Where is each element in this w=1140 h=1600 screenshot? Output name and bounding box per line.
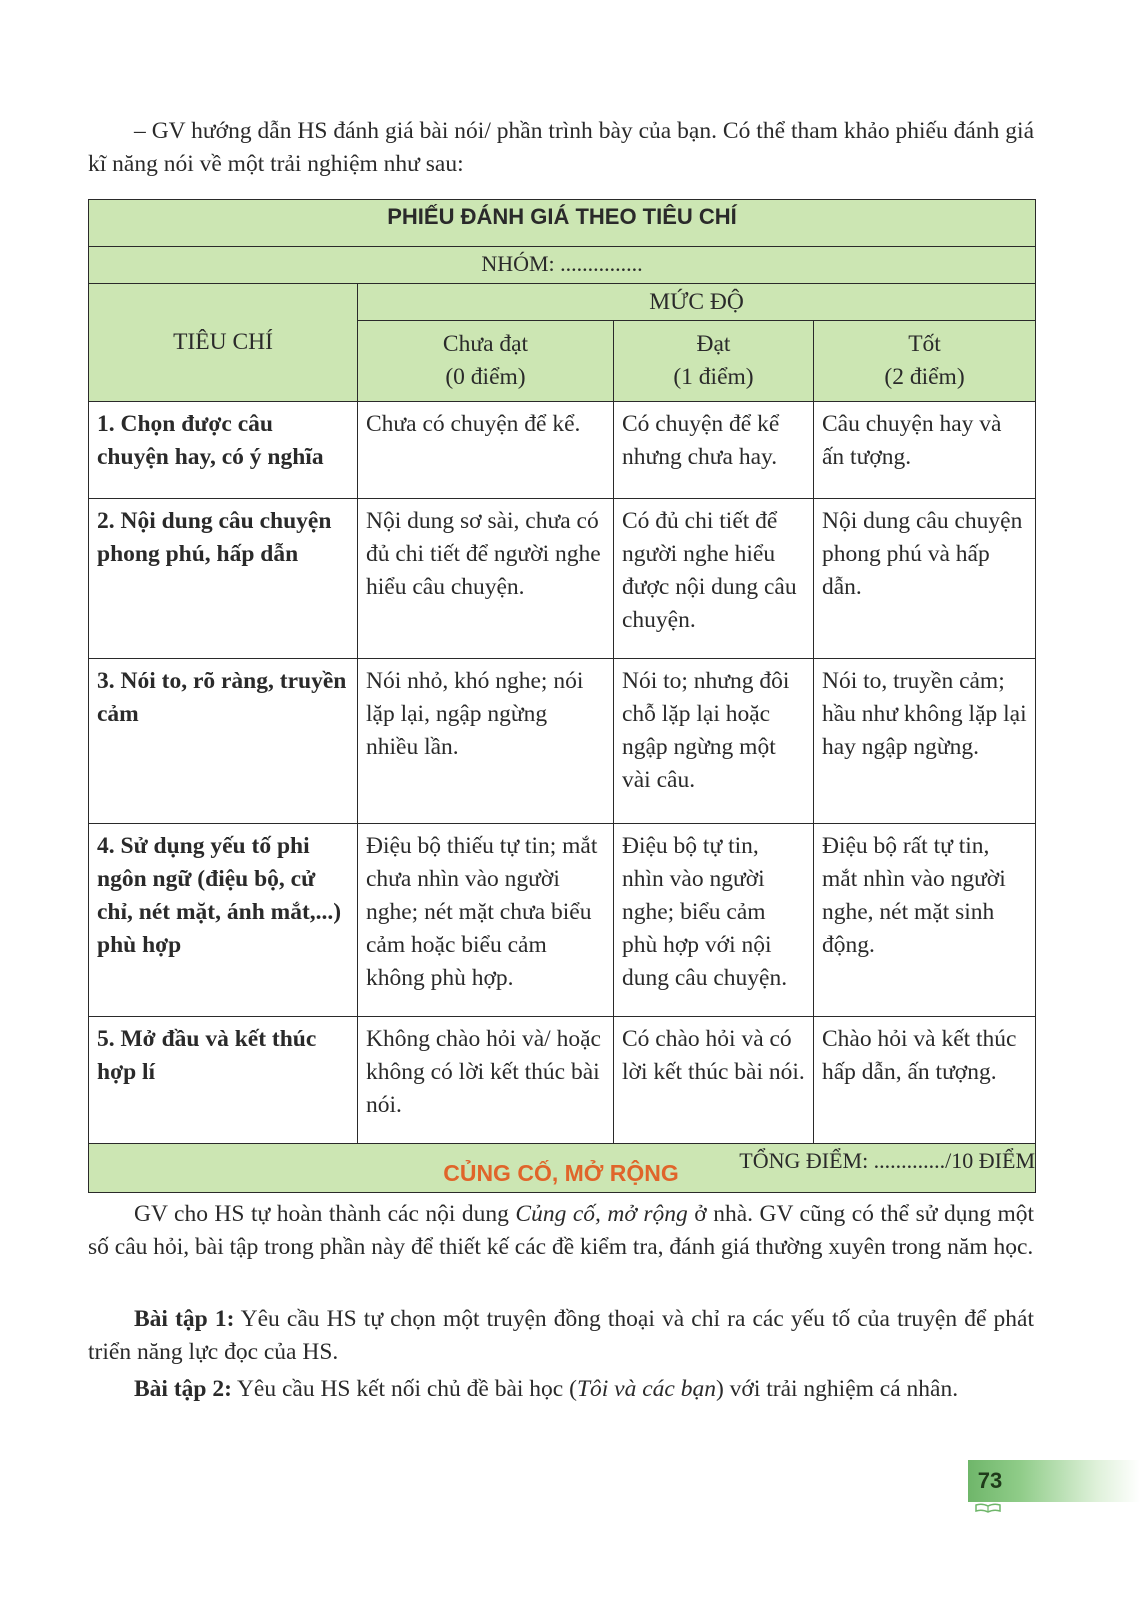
dat-cell: Nói to; nhưng đôi chỗ lặp lại hoặc ngập ngừng một vài câu. (614, 659, 814, 824)
table-row (89, 824, 1036, 1017)
level-points: (2 điểm) (884, 364, 965, 390)
table-row (89, 499, 1036, 659)
exercise-label: Bài tập 1: (134, 1306, 235, 1332)
tot-cell: Điệu bộ rất tự tin, mắt nhìn vào người nghe, nét mặt sinh động. (814, 824, 1036, 1017)
level-name: Đạt (696, 331, 731, 357)
intro-paragraph: – GV hướng dẫn HS đánh giá bài nói/ phần trình bày của bạn. Có thể tham khảo phiếu đánh giá kĩ năng nói về một trải nghiệm như sau: (88, 118, 1034, 177)
dat-cell: Có chào hỏi và có lời kết thúc bài nói. (614, 1017, 814, 1144)
dat-cell: Có chuyện để kể nhưng chưa hay. (614, 402, 814, 499)
evaluation-table (88, 199, 1036, 1193)
total-score: TỔNG ĐIỂM: ............./10 ĐIỂM (89, 1144, 1036, 1193)
criterion-cell: 3. Nói to, rõ ràng, truyền cảm (89, 659, 358, 824)
text-run: GV cho HS tự hoàn thành các nội dung (134, 1201, 516, 1227)
text-run: Yêu cầu HS kết nối chủ đề bài học ( (231, 1376, 577, 1402)
level-header (614, 321, 814, 402)
levels-header-row (89, 284, 1036, 321)
level-name: Tốt (908, 331, 941, 357)
chua-dat-cell: Nội dung sơ sài, chưa có đủ chi tiết để người nghe hiểu câu chuyện. (358, 499, 614, 659)
tot-cell: Nội dung câu chuyện phong phú và hấp dẫn. (814, 499, 1036, 659)
exercise-2 (88, 1373, 1034, 1406)
level-name: Chưa đạt (442, 331, 529, 357)
criterion-cell: 5. Mở đầu và kết thúc hợp lí (89, 1017, 358, 1144)
table-title: PHIẾU ĐÁNH GIÁ THEO TIÊU CHÍ (89, 200, 1036, 247)
level-header (814, 321, 1036, 402)
exercise-1 (88, 1303, 1034, 1369)
italic-term: Củng cố, mở rộng (515, 1201, 688, 1227)
criterion-cell: 1. Chọn được câu chuyện hay, có ý nghĩa (89, 402, 358, 499)
tot-cell: Chào hỏi và kết thúc hấp dẫn, ấn tượng. (814, 1017, 1036, 1144)
group-label: NHÓM: ............... (89, 247, 1036, 284)
group-row (89, 247, 1036, 284)
section-heading: CỦNG CỐ, MỞ RỘNG (443, 1160, 679, 1186)
table-row (89, 659, 1036, 824)
text-run: ở nhà. GV cũng có thể sử dụng một số câu hỏi, bài tập trong phần này để thiết kế các đề kiểm tra, đánh giá thường xuyên trong năm học. (88, 1201, 1035, 1260)
levels-header: MỨC ĐỘ (358, 284, 1036, 321)
tot-cell: Nói to, truyền cảm; hầu như không lặp lại hay ngập ngừng. (814, 659, 1036, 824)
exercise-label: Bài tập 2: (134, 1376, 232, 1402)
text-run: ) với trải nghiệm cá nhân. (715, 1376, 959, 1402)
tot-cell: Câu chuyện hay và ấn tượng. (814, 402, 1036, 499)
chua-dat-cell: Nói nhỏ, khó nghe; nói lặp lại, ngập ngừng nhiều lần. (358, 659, 614, 824)
table-row (89, 1017, 1036, 1144)
exercise-text: Yêu cầu HS tự chọn một truyện đồng thoại và chỉ ra các yếu tố của truyện để phát triển năng lực đọc của HS. (88, 1306, 1034, 1365)
book-icon (975, 1503, 1001, 1513)
level-points: (0 điểm) (445, 364, 526, 390)
section-paragraph (88, 1198, 1034, 1264)
criterion-cell: 4. Sử dụng yếu tố phi ngôn ngữ (điệu bộ, cử chỉ, nét mặt, ánh mắt,...) phù hợp (89, 824, 358, 1017)
criterion-cell: 2. Nội dung câu chuyện phong phú, hấp dẫn (89, 499, 358, 659)
table-title-row (89, 200, 1036, 247)
dat-cell: Có đủ chi tiết để người nghe hiểu được nội dung câu chuyện. (614, 499, 814, 659)
chua-dat-cell: Không chào hỏi và/ hoặc không có lời kết thúc bài nói. (358, 1017, 614, 1144)
chua-dat-cell: Điệu bộ thiếu tự tin; mắt chưa nhìn vào người nghe; nét mặt chưa biểu cảm hoặc biểu cảm không phù hợp. (358, 824, 614, 1017)
level-header (358, 321, 614, 402)
dat-cell: Điệu bộ tự tin, nhìn vào người nghe; biểu cảm phù hợp với nội dung câu chuyện. (614, 824, 814, 1017)
page-number: 73 (977, 1468, 1003, 1493)
criteria-header: TIÊU CHÍ (89, 284, 358, 402)
italic-term: Tôi và các bạn (576, 1376, 716, 1402)
table-row (89, 402, 1036, 499)
chua-dat-cell: Chưa có chuyện để kể. (358, 402, 614, 499)
level-points: (1 điểm) (673, 364, 754, 390)
